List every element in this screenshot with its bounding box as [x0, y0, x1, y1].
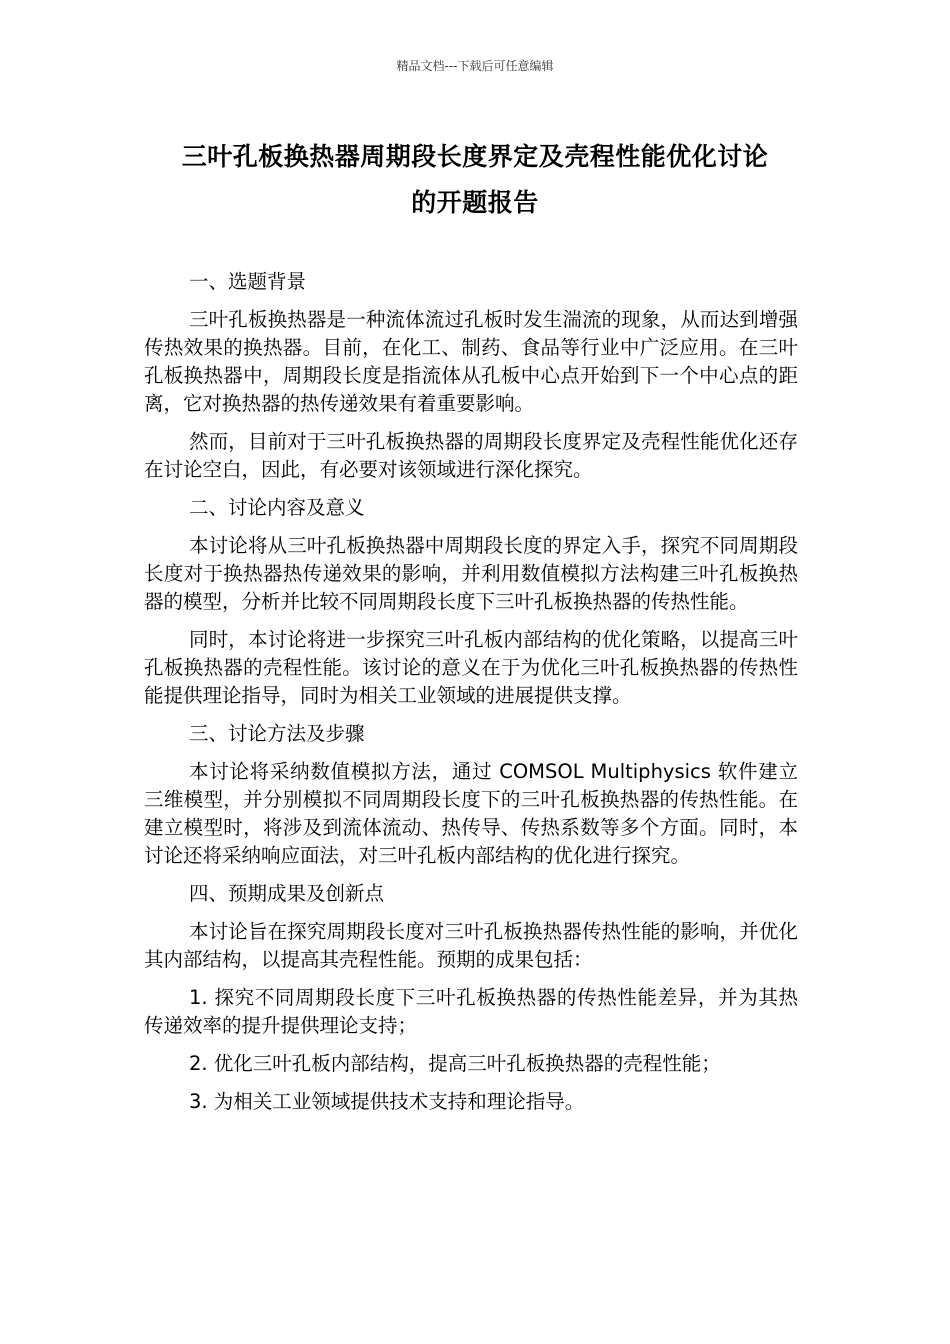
section-heading-background: 一、选题背景 — [189, 270, 307, 293]
document-body — [144, 268, 798, 1126]
paragraph: 本讨论将从三叶孔板换热器中周期段长度的界定入手，探究不同周期段长度对于换热器热传递效果的影响，并利用数值模拟方法构建三叶孔板换热器的模型，分析并比较不同周期段长度下三叶孔板换热器的传热性能。 — [144, 534, 798, 613]
title-line-2: 的开题报告 — [411, 188, 539, 217]
list-item: 3. 为相关工业领域提供技术支持和理论指导。 — [189, 1090, 585, 1113]
paragraph: 然而，目前对于三叶孔板换热器的周期段长度界定及壳程性能优化还存在讨论空白，因此，有必要对该领域进行深化探究。 — [144, 430, 798, 481]
section-heading-content: 二、讨论内容及意义 — [189, 496, 365, 519]
section-heading-results: 四、预期成果及创新点 — [189, 882, 385, 905]
paragraph: 本讨论旨在探究周期段长度对三叶孔板换热器传热性能的影响，并优化其内部结构，以提高其壳程性能。预期的成果包括： — [144, 920, 798, 971]
list-item: 1. 探究不同周期段长度下三叶孔板换热器的传热性能差异，并为其热传递效率的提升提供理论支持； — [144, 986, 798, 1037]
paragraph: 同时，本讨论将进一步探究三叶孔板内部结构的优化策略，以提高三叶孔板换热器的壳程性能。该讨论的意义在于为优化三叶孔板换热器的传热性能提供理论指导，同时为相关工业领域的进展提供支撑。 — [144, 628, 798, 707]
paragraph: 本讨论将采纳数值模拟方法，通过 COMSOL Multiphysics 软件建立三维模型，并分别模拟不同周期段长度下的三叶孔板换热器的传热性能。在建立模型时，将涉及到流体流动、热传导、传热系数等多个方面。同时，本讨论还将采纳响应面法，对三叶孔板内部结构的优化进行探究。 — [144, 760, 798, 867]
header-note: 精品文档---下载后可任意编辑 — [396, 59, 554, 73]
list-item: 2. 优化三叶孔板内部结构，提高三叶孔板换热器的壳程性能； — [189, 1052, 721, 1075]
paragraph: 三叶孔板换热器是一种流体流过孔板时发生湍流的现象，从而达到增强传热效果的换热器。目前，在化工、制药、食品等行业中广泛应用。在三叶孔板换热器中，周期段长度是指流体从孔板中心点开始到下一个中心点的距离，它对换热器的热传递效果有着重要影响。 — [144, 308, 798, 415]
section-heading-method: 三、讨论方法及步骤 — [189, 722, 365, 745]
document-title — [140, 134, 810, 226]
title-line-1: 三叶孔板换热器周期段长度界定及壳程性能优化讨论 — [181, 142, 769, 171]
